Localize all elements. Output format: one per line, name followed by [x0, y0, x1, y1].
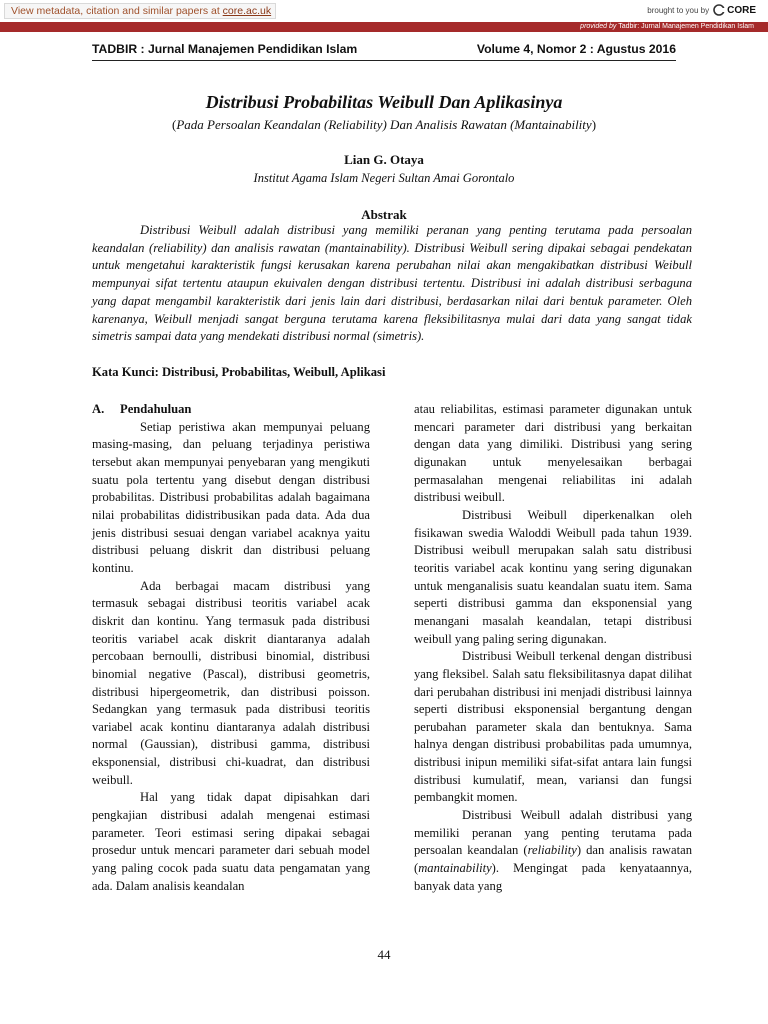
- section-number: A.: [92, 402, 105, 416]
- paragraph: Setiap peristiwa akan mempunyai peluang masing-masing, dan peluang terjadinya peristiwa tersebut akan mempunyai penyebaran yang mengikuti suatu pola tertentu yang disebut dengan distribusi probabilitas. Distribusi probabilitas adalah bagaimana nilai probabilitas didistribusikan pada data. Ada dua jenis distribusi sesuai dengan variabel acaknya yaitu distribusi peluang diskrit dan distribusi peluang kontinu.: [92, 419, 370, 575]
- article-subtitle: [60, 117, 708, 133]
- subtitle-open-paren: (: [171, 117, 177, 132]
- body-column-left: [92, 401, 370, 895]
- paragraph: Ada berbagai macam distribusi yang termasuk sebagai distribusi teoritis variabel acak diskrit dan kontinu. Yang termasuk pada distribusi teoritis variabel acak diskrit diantaranya adalah percobaan bernoulli, distribusi binomial, distribusi binomial negative (Pascal), distribusi geometris, distribusi hipergeometrik, dan distribusi poisson. Sedangkan yang termasuk pada distribusi teoritis variabel acak kontinu diantaranya adalah distribusi normal (Gaussian), distribusi gamma, distribusi eksponensial, distribusi chi-kuadrat, dan distribusi weibull.: [92, 578, 370, 787]
- page-number: 44: [377, 947, 391, 962]
- core-logo-label: CORE: [727, 4, 756, 16]
- paragraph: Distribusi Weibull terkenal dengan distribusi yang fleksibel. Salah satu fleksibilitasnya dapat dilihat dari perubahan distribusi ini menjadi distribusi lainnya seperti distribusi eksponensial bergantung dengan perubahan parameter skala dan bentuknya. Sama halnya dengan distribusi probabilitas pada umumnya, distribusi inipun memiliki sifat-sifat antara lain fungsi distribusi kumulatif, mean, variansi dan fungsi pembangkit momen.: [414, 649, 692, 805]
- provided-by-label: provided by: [580, 23, 617, 30]
- journal-volume: Volume 4, Nomor 2 : Agustus 2016: [476, 42, 676, 56]
- core-brought-by: [647, 4, 756, 16]
- article-title: Distribusi Probabilitas Weibull Dan Aplikasinya: [205, 92, 563, 112]
- author-name: Lian G. Otaya: [344, 152, 424, 167]
- core-metadata-text: View metadata, citation and similar papers at: [11, 5, 223, 17]
- subtitle-close-paren: ): [591, 117, 597, 132]
- paragraph: Distribusi Weibull diperkenalkan oleh fisikawan swedia Waloddi Weibull pada tahun 1939. Distribusi weibull merupakan salah satu distribusi teoritis variabel acak kontinu yang sering digunakan untuk menganalisis suatu keandalan suatu item. Sama seperti distribusi gamma dan eksponensial yang menangani masalah keandalan, tetapi distribusi weibull yang paling sering digunakan.: [414, 507, 692, 646]
- paragraph: Hal yang tidak dapat dipisahkan dari pengkajian distribusi adalah mengenai estimasi parameter. Teori estimasi sering dipakai sebagai prosedur untuk mencari parameter dari sebuah model yang paling cocok pada suatu data pengamatan yang ada. Dalam analisis keandalan: [92, 790, 370, 893]
- text-run: ). Mengingat pada kenyataannya, banyak data yang: [414, 861, 692, 893]
- core-banner: [0, 0, 768, 32]
- section-title: Pendahuluan: [120, 402, 192, 416]
- core-metadata-box[interactable]: [4, 3, 276, 19]
- body-column-right: [414, 401, 692, 895]
- text-run: ) dan analisis rawatan (: [414, 843, 692, 876]
- keywords: Kata Kunci: Distribusi, Probabilitas, Weibull, Aplikasi: [92, 365, 386, 379]
- paragraph: [414, 807, 692, 895]
- italic-term-mantainability: mantainability: [418, 861, 492, 876]
- abstract-text: Distribusi Weibull adalah distribusi yang memiliki peranan yang penting terutama pada persoalan keandalan (reliability) dan analisis rawatan (mantainability). Distribusi Weibull sering dipakai sebagai pendekatan untuk mengetahui karakteristik fungsi kerusakan karena perubahan nilai akan mengakibatkan distribusi Weibull mempunyai sifat tertentu ataupun ekuivalen dengan distribusi tertentu. Distribusi ini adalah distribusi serbaguna yang dapat mengambil karakteristik dari jenis lain dari distribusi, berdasarkan nilai dari bentuk parameter. Oleh karenanya, Weibull menjadi sangat berguna terutama karena fleksibilitasnya mulai dari data yang sangat tidak simetris sampai data yang mendekati distribusi normal (simetris).: [92, 223, 692, 344]
- paragraph-continued: atau reliabilitas, estimasi parameter digunakan untuk mencari parameter dari distribusi yang berkaitan dengan data yang dimiliki. Distribusi yang sering digunakan untuk menyelesaikan berbagai permasalahan mengenai reliabilitas ini adalah distribusi weibull.: [414, 402, 692, 505]
- section-heading: [92, 401, 370, 419]
- subtitle-text: Pada Persoalan Keandalan (Reliability) Dan Analisis Rawatan (Mantainability: [176, 117, 592, 132]
- text-run: Distribusi Weibull adalah distribusi yang memiliki peranan yang penting terutama pada persoalan keandalan (: [414, 808, 692, 858]
- abstract-heading: Abstrak: [361, 207, 407, 222]
- header-rule: [92, 60, 676, 61]
- italic-term-reliability: reliability: [527, 843, 577, 858]
- running-header: [92, 42, 676, 60]
- author-affiliation: Institut Agama Islam Negeri Sultan Amai Gorontalo: [253, 171, 515, 185]
- core-logo-icon: [713, 4, 725, 16]
- core-logo[interactable]: [713, 4, 756, 16]
- brought-by-text: brought to you by: [647, 5, 710, 15]
- journal-name: TADBIR : Jurnal Manajemen Pendidikan Islam: [92, 42, 358, 56]
- core-metadata-link[interactable]: core.ac.uk: [222, 5, 272, 17]
- provided-by-source: Tadbir: Jurnal Manajemen Pendidikan Islam: [616, 23, 754, 30]
- core-provided-by-bar: [0, 22, 768, 32]
